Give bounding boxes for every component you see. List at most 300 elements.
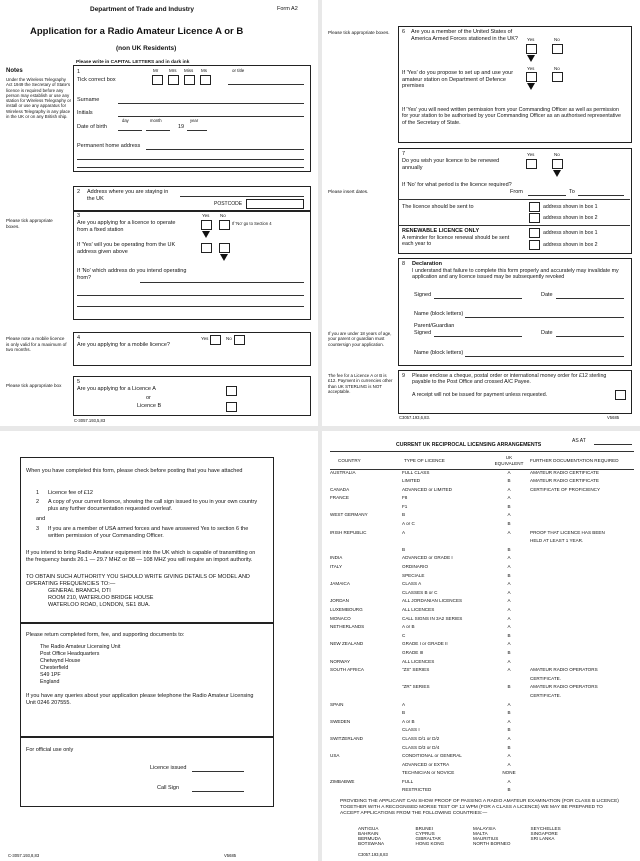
s3-q1-yes-checkbox[interactable] [201,220,212,230]
table-row [330,650,634,659]
table-row [330,633,634,642]
cell-documentation [526,616,634,625]
s5-or: or [146,395,151,401]
cell-country: AUSTRALIA [330,470,356,475]
header-country: COUNTRY [338,457,361,463]
side-under18-note: If you are under 18 years of age, your parent or guardian must countersign your application. [328,331,392,347]
s3-q2-yes-checkbox[interactable] [201,243,212,253]
section-6-number: 6 [402,29,406,35]
cell-licence-type: B [402,512,406,518]
cell-licence-type: "ZS" SERIES [402,667,430,673]
dti-address-line-3: WATERLOO ROAD, LONDON, SE1 8UA. [48,602,151,608]
title-mr-checkbox[interactable] [152,75,163,85]
s9-text: Please enclose a cheque, postal order or international money order for £12 sterling payable to the Post Office and crossed A/C Payee. [412,373,607,386]
side-tick-boxes-2: Please tick appropriate boxes. [328,30,390,35]
cell-uk-equivalent: A [507,529,511,535]
cell-documentation [526,753,634,762]
s9-receipt-checkbox[interactable] [615,390,626,400]
reciprocal-table-body [330,470,634,797]
licence-issued-field[interactable] [192,771,244,772]
cell-licence-type: ADVANCED or LIMITED [402,486,452,492]
cell-uk-equivalent: B [507,632,511,638]
countries-table [358,826,588,847]
cell-country [330,590,394,599]
cell-documentation [526,564,634,573]
parent-name-label: Name (block letters) [414,350,464,356]
table-row [330,590,634,599]
s4-no-checkbox[interactable] [234,335,245,345]
surname-field[interactable] [118,103,304,104]
title-mrs-checkbox[interactable] [168,75,179,85]
cell-licence-type: "ZR" SERIES [402,684,430,690]
cell-documentation: CERTIFICATE. [530,675,561,681]
checklist-item-1: Licence fee of £12 [48,490,93,496]
cell-country: NORWAY [330,658,351,664]
to-date-field[interactable] [578,195,624,196]
declaration-text: I understand that failure to complete this form properly and accurately may invalidate my application and any licence issued may be subsequently revoked [412,268,619,281]
cell-licence-type: A [402,701,406,707]
cell-documentation [526,633,634,642]
cell-documentation [526,504,634,513]
cell-country [330,573,394,582]
return-text: Please return completed form, fee, and supporting documents to: [26,632,185,638]
table-row [330,641,634,650]
cell-uk-equivalent: A [507,735,511,741]
cell-licence-type: F1 [402,503,408,509]
section-9-number: 9 [402,373,406,379]
s6-no-label: No [554,37,560,42]
table-row [330,538,634,547]
cell-documentation: AMATEUR RADIO CERTIFICATE [530,478,599,484]
table-row [330,745,634,754]
country-name: BRUNEI [415,826,433,831]
cell-country [330,547,394,556]
cell-licence-type [394,538,492,547]
country-name: MALAYSIA [473,826,496,831]
s3-q2-arrow-icon [220,254,228,261]
cell-country: WEST GERMANY [330,512,368,518]
cell-documentation [526,736,634,745]
surname-label: Surname [77,97,100,103]
country-name: GIBRALTAR [415,836,441,842]
form-number: Form A2 [277,6,298,12]
section-5-box [73,376,311,416]
cell-country: CANADA [330,486,350,492]
parent-signature-field[interactable] [434,336,522,337]
cell-documentation [526,547,634,556]
dti-address-line-1: GENERAL BRANCH, DTI [48,588,111,594]
page-3-footer-code: V5685 [224,853,237,858]
checklist-and: and [36,516,46,522]
parent-signed-label: Signed [414,330,432,336]
cell-country: ZIMBABWE [330,778,355,784]
sent-box2-label: address shown in box 2 [543,215,598,221]
cell-country [330,762,394,771]
cell-licence-type: SPECIALE [402,572,425,578]
initials-label: Initials [77,110,93,116]
checklist-num-2: 2 [36,499,40,505]
renew-box2-label: address shown in box 2 [543,242,598,248]
dob-month-label: month [150,118,162,123]
page-4-footer: C3057.193,8,83 [358,852,388,857]
country-name: BAHRAIN [358,831,379,837]
s7-arrow-icon [553,170,561,177]
cell-documentation [526,598,634,607]
licence-issued-label: Licence issued [150,765,187,771]
cell-uk-equivalent: B [507,787,511,793]
signature-field[interactable] [434,298,522,299]
s4-yes-checkbox[interactable] [210,335,221,345]
country-name: SINGAPORE [530,831,558,837]
page-2 [322,0,640,426]
cell-country: NETHERLANDS [330,624,365,630]
cell-licence-type: ALL LICENCES [402,607,435,612]
cell-country [330,504,394,513]
cell-uk-equivalent: NONE [502,770,516,776]
as-at-label: AS AT [572,438,586,444]
table-row [330,676,634,685]
cell-uk-equivalent: A [507,589,511,595]
s3-address-line-3[interactable] [77,306,304,307]
parent-date-label: Date [541,330,553,336]
table-row [330,555,634,564]
page-4 [322,431,640,861]
write-note: Please write in CAPITAL LETTERS and in dark ink [76,60,190,65]
page-1 [0,0,318,426]
cell-licence-type: A or C [402,521,415,527]
title-mrs-label: Mrs [169,68,177,73]
section-4-number: 4 [77,335,81,341]
dti-address-line-2: ROOM 210, WATERLOO BRIDGE HOUSE [48,595,154,601]
cell-documentation [526,512,634,521]
cell-licence-type: A or B [402,624,415,630]
department-heading: Department of Trade and Industry [90,6,195,13]
parent-name-field[interactable] [465,356,624,357]
cell-country [330,693,394,702]
s5-licence-a-checkbox[interactable] [226,386,237,396]
cell-uk-equivalent: A [507,607,511,612]
frequency-text: If you intend to bring Radio Amateur equipment into the UK which is capable of transmitting on the frequency bands 26.1 — 29.7 MHZ or 88 — 108 MHZ you will require an import authority. [26,550,256,563]
cell-documentation [526,590,634,599]
table-row [330,787,634,796]
checklist-intro: When you have completed this form, please check before posting that you have attached [26,468,243,474]
table-row [330,753,634,762]
s7-question-2: If 'No' for what period is the licence required? [402,182,512,188]
s7-yes-checkbox[interactable] [526,159,537,169]
country-name: MAURITIUS [473,836,499,842]
cell-documentation [526,607,634,616]
name-block-label: Name (block letters) [414,311,464,317]
country-name: BOTSWANA [358,841,385,847]
s7-yes-label: Yes [527,152,535,157]
cell-country: LUXEMBOURG [330,607,363,612]
cell-uk-equivalent [492,676,526,685]
s6-q2-arrow-icon [527,83,535,90]
cell-licence-type: ALL JORDANIAN LICENCES [402,598,463,604]
cell-documentation: AMATEUR RADIO OPERATORS [530,684,598,690]
s3-q1-no-checkbox[interactable] [219,220,230,230]
postcode-label: POSTCODE [214,201,243,207]
cell-licence-type: LIMITED [402,478,421,484]
cell-documentation [526,762,634,771]
section-3-number: 3 [77,213,81,219]
queries-text: If you have any queries about your application please telephone the Radio Amateur Licensing Unit 0246 207555. [26,693,254,706]
table-row [330,693,634,702]
s5-licence-b-checkbox[interactable] [226,402,237,412]
cell-licence-type: TECHNICIAN or NOVICE [402,770,455,776]
cell-country [330,684,394,693]
cell-country: FRANCE [330,495,349,501]
perm-address-line-1[interactable] [146,149,304,150]
call-sign-field[interactable] [192,791,244,792]
cell-uk-equivalent: A [507,615,511,621]
page-3 [0,431,318,861]
cell-documentation [526,495,634,504]
cell-licence-type: CLASSES B or C [402,589,438,595]
s7-no-label: No [554,152,560,157]
title-miss-checkbox[interactable] [184,75,195,85]
s6-arrow-icon [527,55,535,62]
form-subtitle: (non UK Residents) [116,45,177,52]
cell-documentation [526,581,634,590]
cell-licence-type: CLASS I [402,727,420,733]
renewable-heading: RENEWABLE LICENCE ONLY [402,228,480,234]
s3-address-line-2[interactable] [77,295,304,296]
cell-documentation [526,779,634,788]
perm-address-line-3[interactable] [77,167,304,168]
from-date-field[interactable] [528,195,566,196]
table-row [330,624,634,633]
s7-no-checkbox[interactable] [552,159,563,169]
cell-documentation [526,573,634,582]
s4-question: Are you applying for a mobile licence? [77,342,170,348]
cell-uk-equivalent: B [507,684,511,690]
cell-uk-equivalent [492,538,526,547]
s6-q2-yes-checkbox[interactable] [526,72,537,82]
cell-licence-type: RESTRICTED [402,787,432,793]
table-row [330,719,634,728]
table-row [330,521,634,530]
table-row [330,470,634,479]
country-name: ANTIGUA [358,826,379,831]
return-address-line-6: England [40,679,60,685]
s4-no-label: No [226,336,232,341]
cell-documentation: CERTIFICATE. [530,692,561,698]
cell-uk-equivalent: A [507,512,511,518]
s3-q1-arrow-icon [202,231,210,238]
cell-licence-type: FULL CLASS [402,470,430,475]
cell-documentation [526,650,634,659]
title-mr-label: Mr [153,68,159,73]
name-block-field[interactable] [465,317,624,318]
cell-country [330,745,394,754]
cell-licence-type: ADVANCED or GRADE I [402,555,453,561]
s6-yes-checkbox[interactable] [526,44,537,54]
cell-uk-equivalent: B [507,546,511,552]
cell-country [330,727,394,736]
page-3-footer: C-3057.193,8,83 [8,853,40,858]
page-2-footer: C3057.193,6,83. [399,415,430,420]
cell-documentation [526,745,634,754]
official-use-label: For official use only [26,747,74,753]
cell-country [330,521,394,530]
parent-guardian-label: Parent/Guardian [414,323,455,329]
country-name: SEYCHELLES [530,826,561,831]
header-uk-equivalent: UK EQUIVALENT [494,455,524,466]
cell-uk-equivalent: B [507,727,511,733]
s6-question-2: If 'Yes' do you propose to set up and use your amateur station on Department of Defence premises [402,70,514,90]
date-field[interactable] [556,298,624,299]
table-row [330,702,634,711]
cell-documentation [526,702,634,711]
cell-uk-equivalent: A [507,667,511,673]
cell-documentation [526,555,634,564]
table-row [330,607,634,616]
country-name: CYPRUS [415,831,435,837]
renew-box2-checkbox[interactable] [529,240,540,250]
table-row [330,667,634,676]
table-row [330,512,634,521]
s5-licence-b: Licence B [137,403,162,409]
sent-box1-checkbox[interactable] [529,202,540,212]
cell-country [330,770,394,779]
cell-country: SWITZERLAND [330,735,363,741]
s7-divider [398,199,630,200]
cell-documentation [526,710,634,719]
table-row [330,504,634,513]
cell-uk-equivalent: B [507,521,511,527]
cell-country: MONACO [330,615,351,621]
renewable-text: A reminder for licence renewal should be sent each year to [402,235,510,248]
country-name: HONG KONG [415,841,445,847]
table-row [330,581,634,590]
table-row [330,616,634,625]
dob-day-label: day [122,118,129,123]
cell-licence-type: F8 [402,495,408,501]
cell-documentation [526,787,634,796]
table-row [330,779,634,788]
table-row [330,727,634,736]
return-address-line-1: The Radio Amateur Licensing Unit [40,644,121,650]
return-address-line-3: Chetwynd House [40,658,81,664]
s7-question: Do you wish your licence to be renewed annually [402,158,500,171]
s6-note: If 'Yes' you will need written permission from your Commanding Officer as well as permission for your station to be authorised by your Commanding Officer as an authorised representative of the Secretary of State. [402,107,621,126]
countries-body [358,826,588,847]
s6-no-checkbox[interactable] [552,44,563,54]
s5-question: Are you applying for a Licence A [77,386,156,392]
table-row [330,564,634,573]
cell-country [330,633,394,642]
other-title-field[interactable] [228,84,304,85]
side-tick-boxes: Please tick appropriate boxes. [6,218,53,229]
cell-uk-equivalent: A [507,624,511,630]
side-dates-note: Please insert dates. [328,189,369,194]
table-row [330,530,634,539]
cell-documentation [526,624,634,633]
cell-country: SPAIN [330,701,344,707]
header-type: TYPE OF LICENCE [404,457,445,463]
renew-box1-checkbox[interactable] [529,228,540,238]
table-row [330,736,634,745]
cell-country: ITALY [330,564,343,570]
form-title: Application for a Radio Amateur Licence A or B [30,26,244,37]
cell-licence-type [394,693,492,702]
to-label: To [569,189,575,195]
checklist-num-3: 3 [36,526,40,532]
table-row [330,487,634,496]
cell-licence-type: B [402,710,406,716]
cell-documentation: CERTIFICATE OF PROFICIENCY [530,486,601,492]
perm-address-line-2[interactable] [77,159,304,160]
section-8-number: 8 [402,261,406,267]
cell-uk-equivalent: A [507,581,511,587]
title-miss-label: Miss [184,68,194,73]
cell-documentation [526,659,634,668]
checklist-num-1: 1 [36,490,40,496]
return-address-line-4: Chesterfield [40,665,69,671]
dob-day-field[interactable] [118,130,142,131]
dob-year-field[interactable] [187,130,207,131]
cell-documentation: PROOF THAT LICENCE HAS BEEN [530,529,605,535]
reciprocal-table [330,451,634,796]
s3-q1-text: Are you applying for a licence to operate from a fixed station [77,220,176,233]
perm-address-label: Permanent home address [77,143,141,149]
s6-q2-no-checkbox[interactable] [552,72,563,82]
cell-uk-equivalent: B [507,572,511,578]
date-label: Date [541,292,553,298]
country-name: BERMUDA [358,836,381,842]
table-row [330,547,634,556]
cell-licence-type: CALL SIGNS IN 3A2 SERIES [402,615,463,621]
cell-country: JORDAN [330,598,349,604]
dob-month-field[interactable] [146,130,170,131]
title-ms-checkbox[interactable] [200,75,211,85]
s3-goto-note: If 'No' go to Section 4 [232,221,272,226]
postcode-field[interactable] [246,199,304,209]
s6-q2-no-label: No [554,66,560,71]
dob-year-label: year [190,118,199,123]
header-documentation: FURTHER DOCUMENTATION REQUIRED [530,457,619,463]
uk-address-line-1[interactable] [180,196,304,197]
cell-country: SOUTH AFRICA [330,667,364,673]
cell-documentation [526,727,634,736]
country-name: MALTA [473,831,488,837]
s3-q2-no-checkbox[interactable] [219,243,230,253]
return-address-line-2: Post Office Headquarters [40,651,100,657]
cell-uk-equivalent: A [507,564,511,570]
country-name: NORTH BORNEO [473,841,511,847]
declaration-heading: Declaration [412,261,442,267]
cell-uk-equivalent: B [507,744,511,750]
cell-licence-type: ALL LICENCES [402,658,435,664]
cell-licence-type: FULL [402,778,414,784]
s3-address-line-1[interactable] [140,282,304,283]
parent-date-field[interactable] [556,336,624,337]
cell-uk-equivalent [492,693,526,702]
table-row [330,710,634,719]
side-tick-box: Please tick appropriate box [6,383,62,388]
sent-box2-checkbox[interactable] [529,213,540,223]
initials-field[interactable] [118,116,304,117]
cell-uk-equivalent: B [507,710,511,716]
or-title-label: or title [232,68,245,73]
cell-licence-type: ORDINARIO [402,564,429,570]
as-at-field[interactable] [594,444,632,445]
tick-correct-label: Tick correct box [77,77,116,83]
cell-licence-type: ADVANCED or EXTRA [402,761,450,767]
cell-country [330,710,394,719]
table-row [330,573,634,582]
